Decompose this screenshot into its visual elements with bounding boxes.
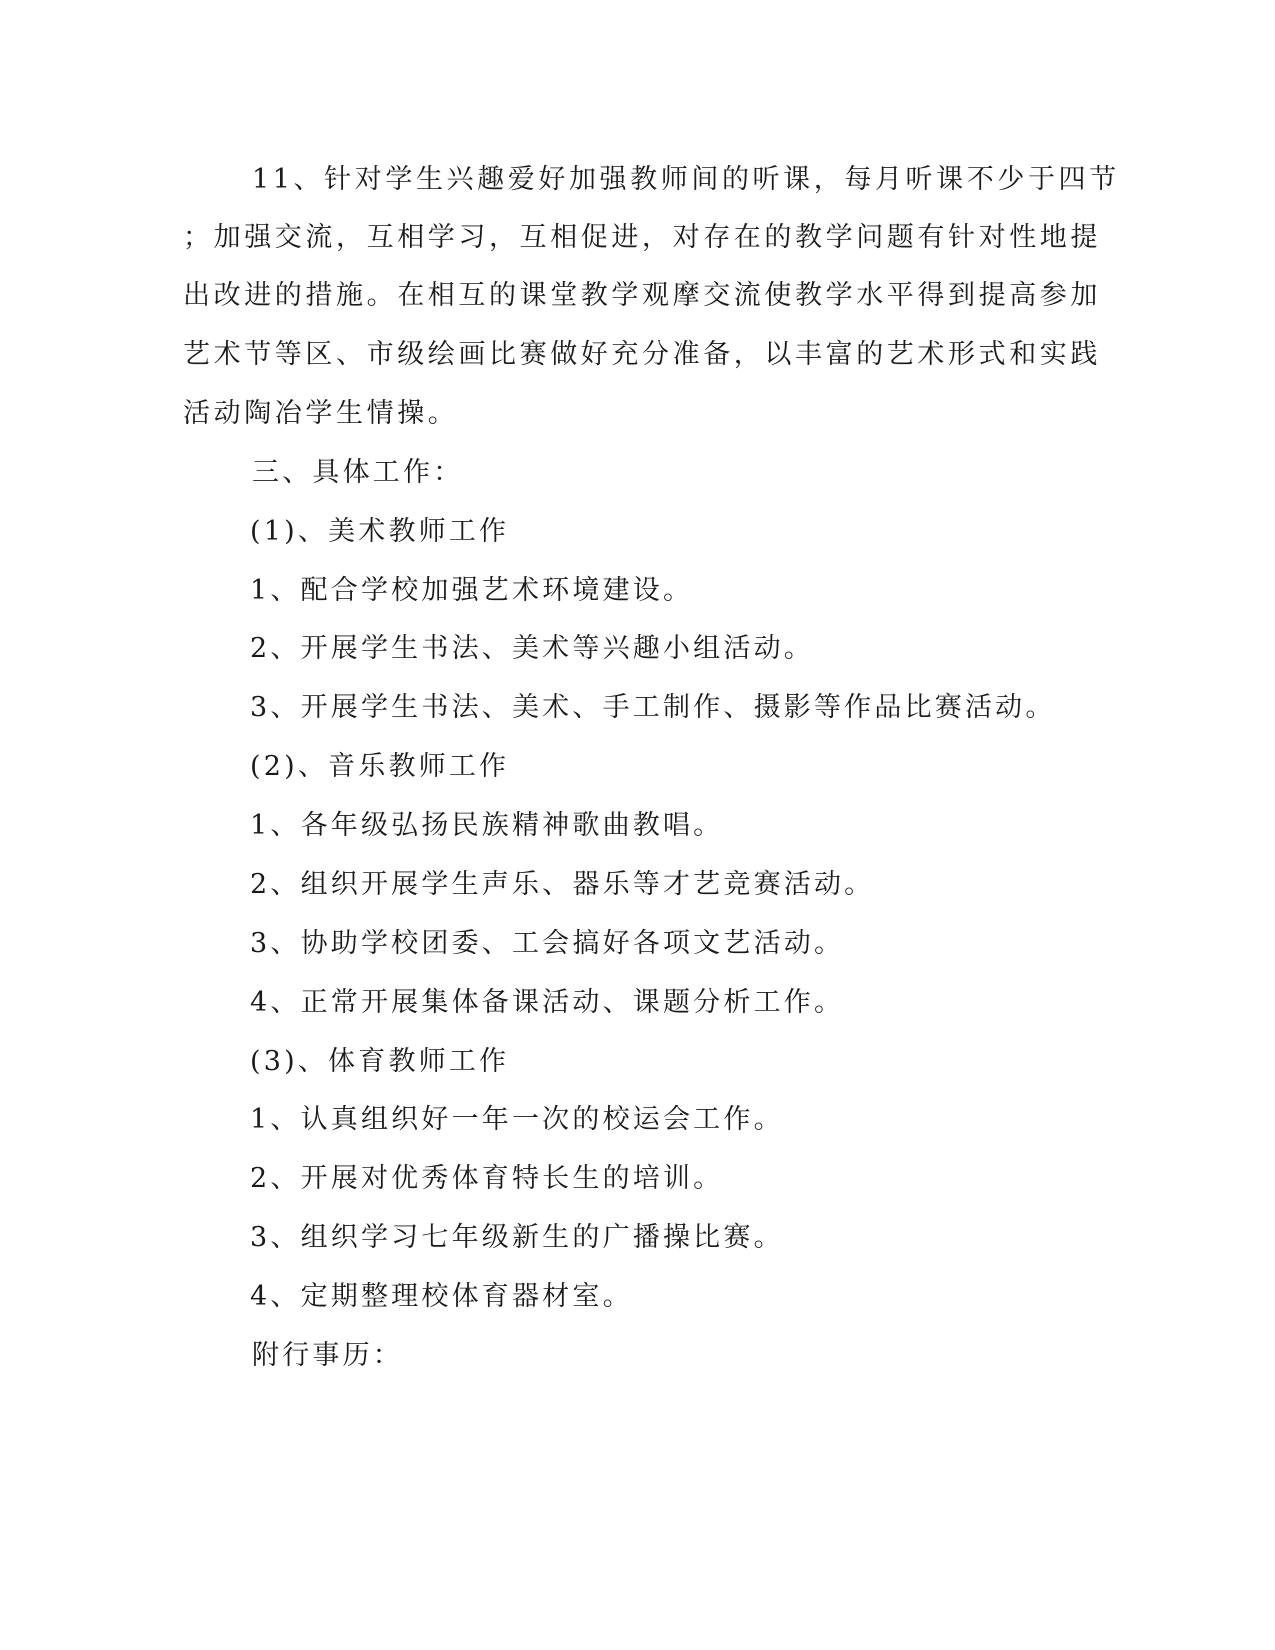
- list-item: 3、组织学习七年级新生的广播操比赛。: [250, 1222, 784, 1253]
- subheading-pe-teacher: (3)、体育教师工作: [250, 1046, 510, 1077]
- list-item: 2、开展对优秀体育特长生的培训。: [250, 1163, 724, 1194]
- list-item: 4、正常开展集体备课活动、课题分析工作。: [250, 987, 845, 1018]
- paragraph-line: 11、针对学生兴趣爱好加强教师间的听课，每月听课不少于四节: [252, 164, 1120, 195]
- list-item: 3、开展学生书法、美术、手工制作、摄影等作品比赛活动。: [250, 692, 1056, 723]
- appendix-heading: 附行事历：: [252, 1340, 403, 1371]
- list-item: 3、协助学校团委、工会搞好各项文艺活动。: [250, 928, 845, 959]
- list-item: 1、认真组织好一年一次的校运会工作。: [250, 1104, 784, 1135]
- paragraph-line: 艺术节等区、市级绘画比赛做好充分准备，以丰富的艺术形式和实践: [183, 339, 1101, 370]
- paragraph-line: 活动陶冶学生情操。: [183, 398, 459, 429]
- list-item: 2、组织开展学生声乐、器乐等才艺竞赛活动。: [250, 869, 875, 900]
- section-heading-specific-work: 三、具体工作：: [252, 457, 464, 488]
- subheading-art-teacher: (1)、美术教师工作: [250, 516, 510, 547]
- paragraph-line: 出改进的措施。在相互的课堂教学观摩交流使教学水平得到提高参加: [183, 280, 1101, 311]
- paragraph-line: ；加强交流，互相学习，互相促进，对存在的教学问题有针对性地提: [183, 222, 1101, 253]
- subheading-music-teacher: (2)、音乐教师工作: [250, 751, 510, 782]
- list-item: 2、开展学生书法、美术等兴趣小组活动。: [250, 633, 814, 664]
- list-item: 1、各年级弘扬民族精神歌曲教唱。: [250, 810, 724, 841]
- list-item: 4、定期整理校体育器材室。: [250, 1281, 633, 1312]
- list-item: 1、配合学校加强艺术环境建设。: [250, 575, 694, 606]
